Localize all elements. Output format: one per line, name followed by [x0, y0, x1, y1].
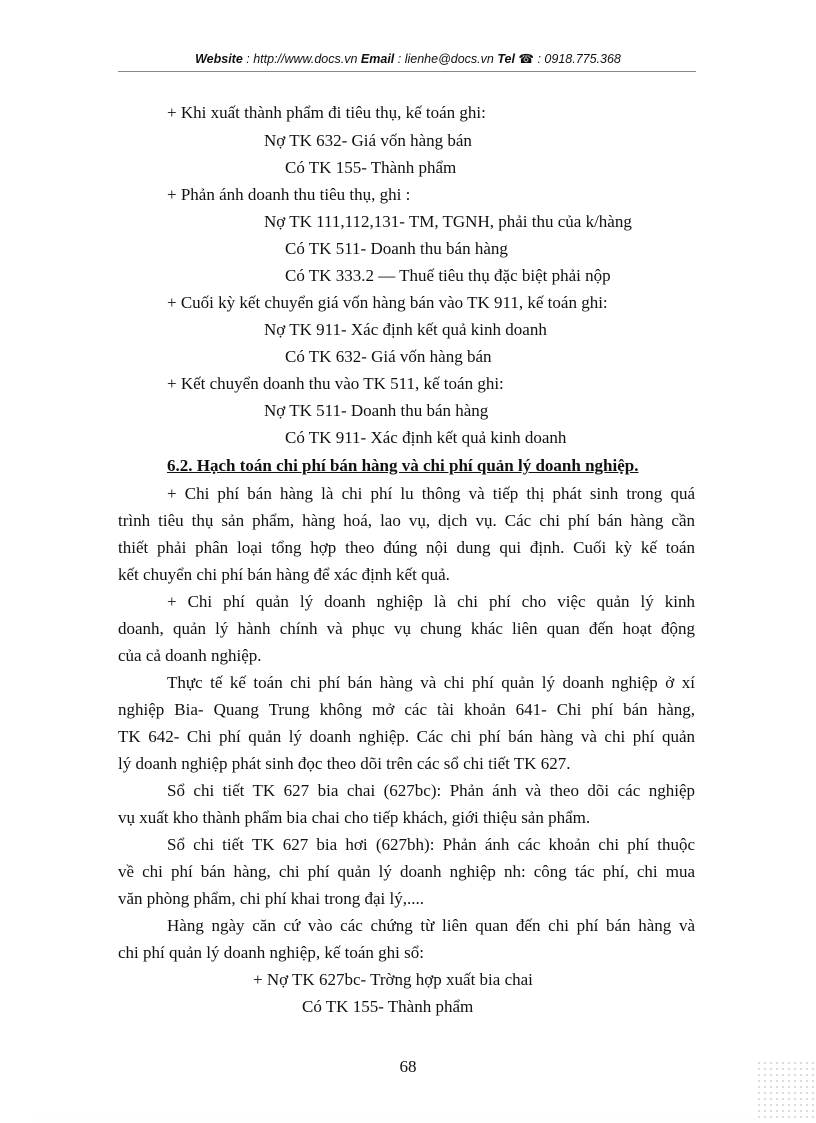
text-line: vụ xuất kho thành phẩm bia chai cho tiếp khách, giới thiệu sản phẩm. — [118, 808, 591, 827]
phone-icon: ☎ — [518, 52, 534, 66]
text-line: + Kết chuyển doanh thu vào TK 511, kế toán ghi: — [167, 374, 504, 393]
text-line: Có TK 155- Thành phẩm — [302, 997, 474, 1016]
text-line: Hàng ngày căn cứ vào các chứng từ liên quan đến chi phí bán hàng và — [167, 916, 695, 935]
website-separator: : — [242, 52, 254, 66]
page-header — [118, 51, 698, 66]
text-line: + Phản ánh doanh thu tiêu thụ, ghi : — [167, 185, 411, 204]
text-line: + Chi phí bán hàng là chi phí lu thông và tiếp thị phát sinh trong quá — [167, 484, 695, 503]
header-divider — [118, 71, 696, 72]
tel-label: Tel — [497, 52, 515, 66]
text-line: nghiệp Bia- Quang Trung không mở các tài khoản 641- Chi phí bán hàng, — [118, 700, 695, 719]
text-line: Nợ TK 511- Doanh thu bán hàng — [264, 401, 489, 420]
text-line: kết chuyển chi phí bán hàng để xác định kết quả. — [118, 565, 450, 584]
text-line: trình tiêu thụ sản phẩm, hàng hoá, lao vụ, dịch vụ. Các chi phí bán hàng cần — [118, 511, 695, 530]
tel-value: : 0918.775.368 — [534, 52, 621, 66]
text-line: Có TK 511- Doanh thu bán hàng — [285, 239, 508, 258]
text-line: Có TK 911- Xác định kết quả kinh doanh — [285, 428, 567, 447]
text-line: + Chi phí quản lý doanh nghiệp là chi phí cho việc quản lý kinh — [167, 592, 695, 611]
text-line: Nợ TK 911- Xác định kết quả kinh doanh — [264, 320, 547, 339]
website-url[interactable]: http://www.docs.vn — [253, 52, 358, 66]
text-line: TK 642- Chi phí quản lý doanh nghiệp. Các chi phí bán hàng và chi phí quản — [118, 727, 695, 746]
text-line: + Nợ TK 627bc- Trờng hợp xuất bia chai — [253, 970, 533, 989]
text-line: Nợ TK 632- Giá vốn hàng bán — [264, 131, 472, 150]
bottom-dot-border — [30, 1119, 756, 1121]
text-line: Nợ TK 111,112,131- TM, TGNH, phải thu của k/hàng — [264, 212, 632, 231]
email-separator: : — [394, 52, 405, 66]
text-line: của cả doanh nghiệp. — [118, 646, 262, 665]
text-line: Sổ chi tiết TK 627 bia hơi (627bh): Phản ánh các khoản chi phí thuộc — [167, 835, 695, 854]
text-line: Có TK 155- Thành phẩm — [285, 158, 457, 177]
text-line: lý doanh nghiệp phát sinh đọc theo dõi trên các sổ chi tiết TK 627. — [118, 754, 571, 773]
text-line: về chi phí bán hàng, chi phí quản lý doanh nghiệp nh: công tác phí, chi mua — [118, 862, 695, 881]
page-number: 68 — [399, 1057, 417, 1076]
corner-dot-pattern — [756, 1060, 816, 1120]
text-line: Thực tế kế toán chi phí bán hàng và chi phí quản lý doanh nghiệp ở xí — [167, 673, 695, 692]
text-line: văn phòng phẩm, chi phí khai trong đại lý,.... — [118, 889, 424, 908]
text-line: thiết phải phân loại tổng hợp theo đúng nội dung qui định. Cuối kỳ kế toán — [118, 538, 695, 557]
email-label: Email — [360, 52, 395, 66]
text-line: doanh, quản lý hành chính và phục vụ chung khác liên quan đến hoạt động — [118, 619, 695, 638]
text-line: + Khi xuất thành phẩm đi tiêu thụ, kế toán ghi: — [167, 103, 486, 122]
text-line: Sổ chi tiết TK 627 bia chai (627bc): Phản ánh và theo dõi các nghiệp — [167, 781, 695, 800]
text-line: Có TK 632- Giá vốn hàng bán — [285, 347, 492, 366]
text-line: + Cuối kỳ kết chuyển giá vốn hàng bán vào TK 911, kế toán ghi: — [167, 293, 608, 312]
text-line: chi phí quản lý doanh nghiệp, kế toán ghi sổ: — [118, 943, 424, 962]
website-label: Website — [195, 52, 243, 66]
text-line: Có TK 333.2 — Thuế tiêu thụ đặc biệt phải nộp — [285, 266, 611, 285]
email-value[interactable]: lienhe@docs.vn — [404, 52, 494, 66]
section-heading: 6.2. Hạch toán chi phí bán hàng và chi phí quản lý doanh nghiệp. — [167, 456, 639, 475]
